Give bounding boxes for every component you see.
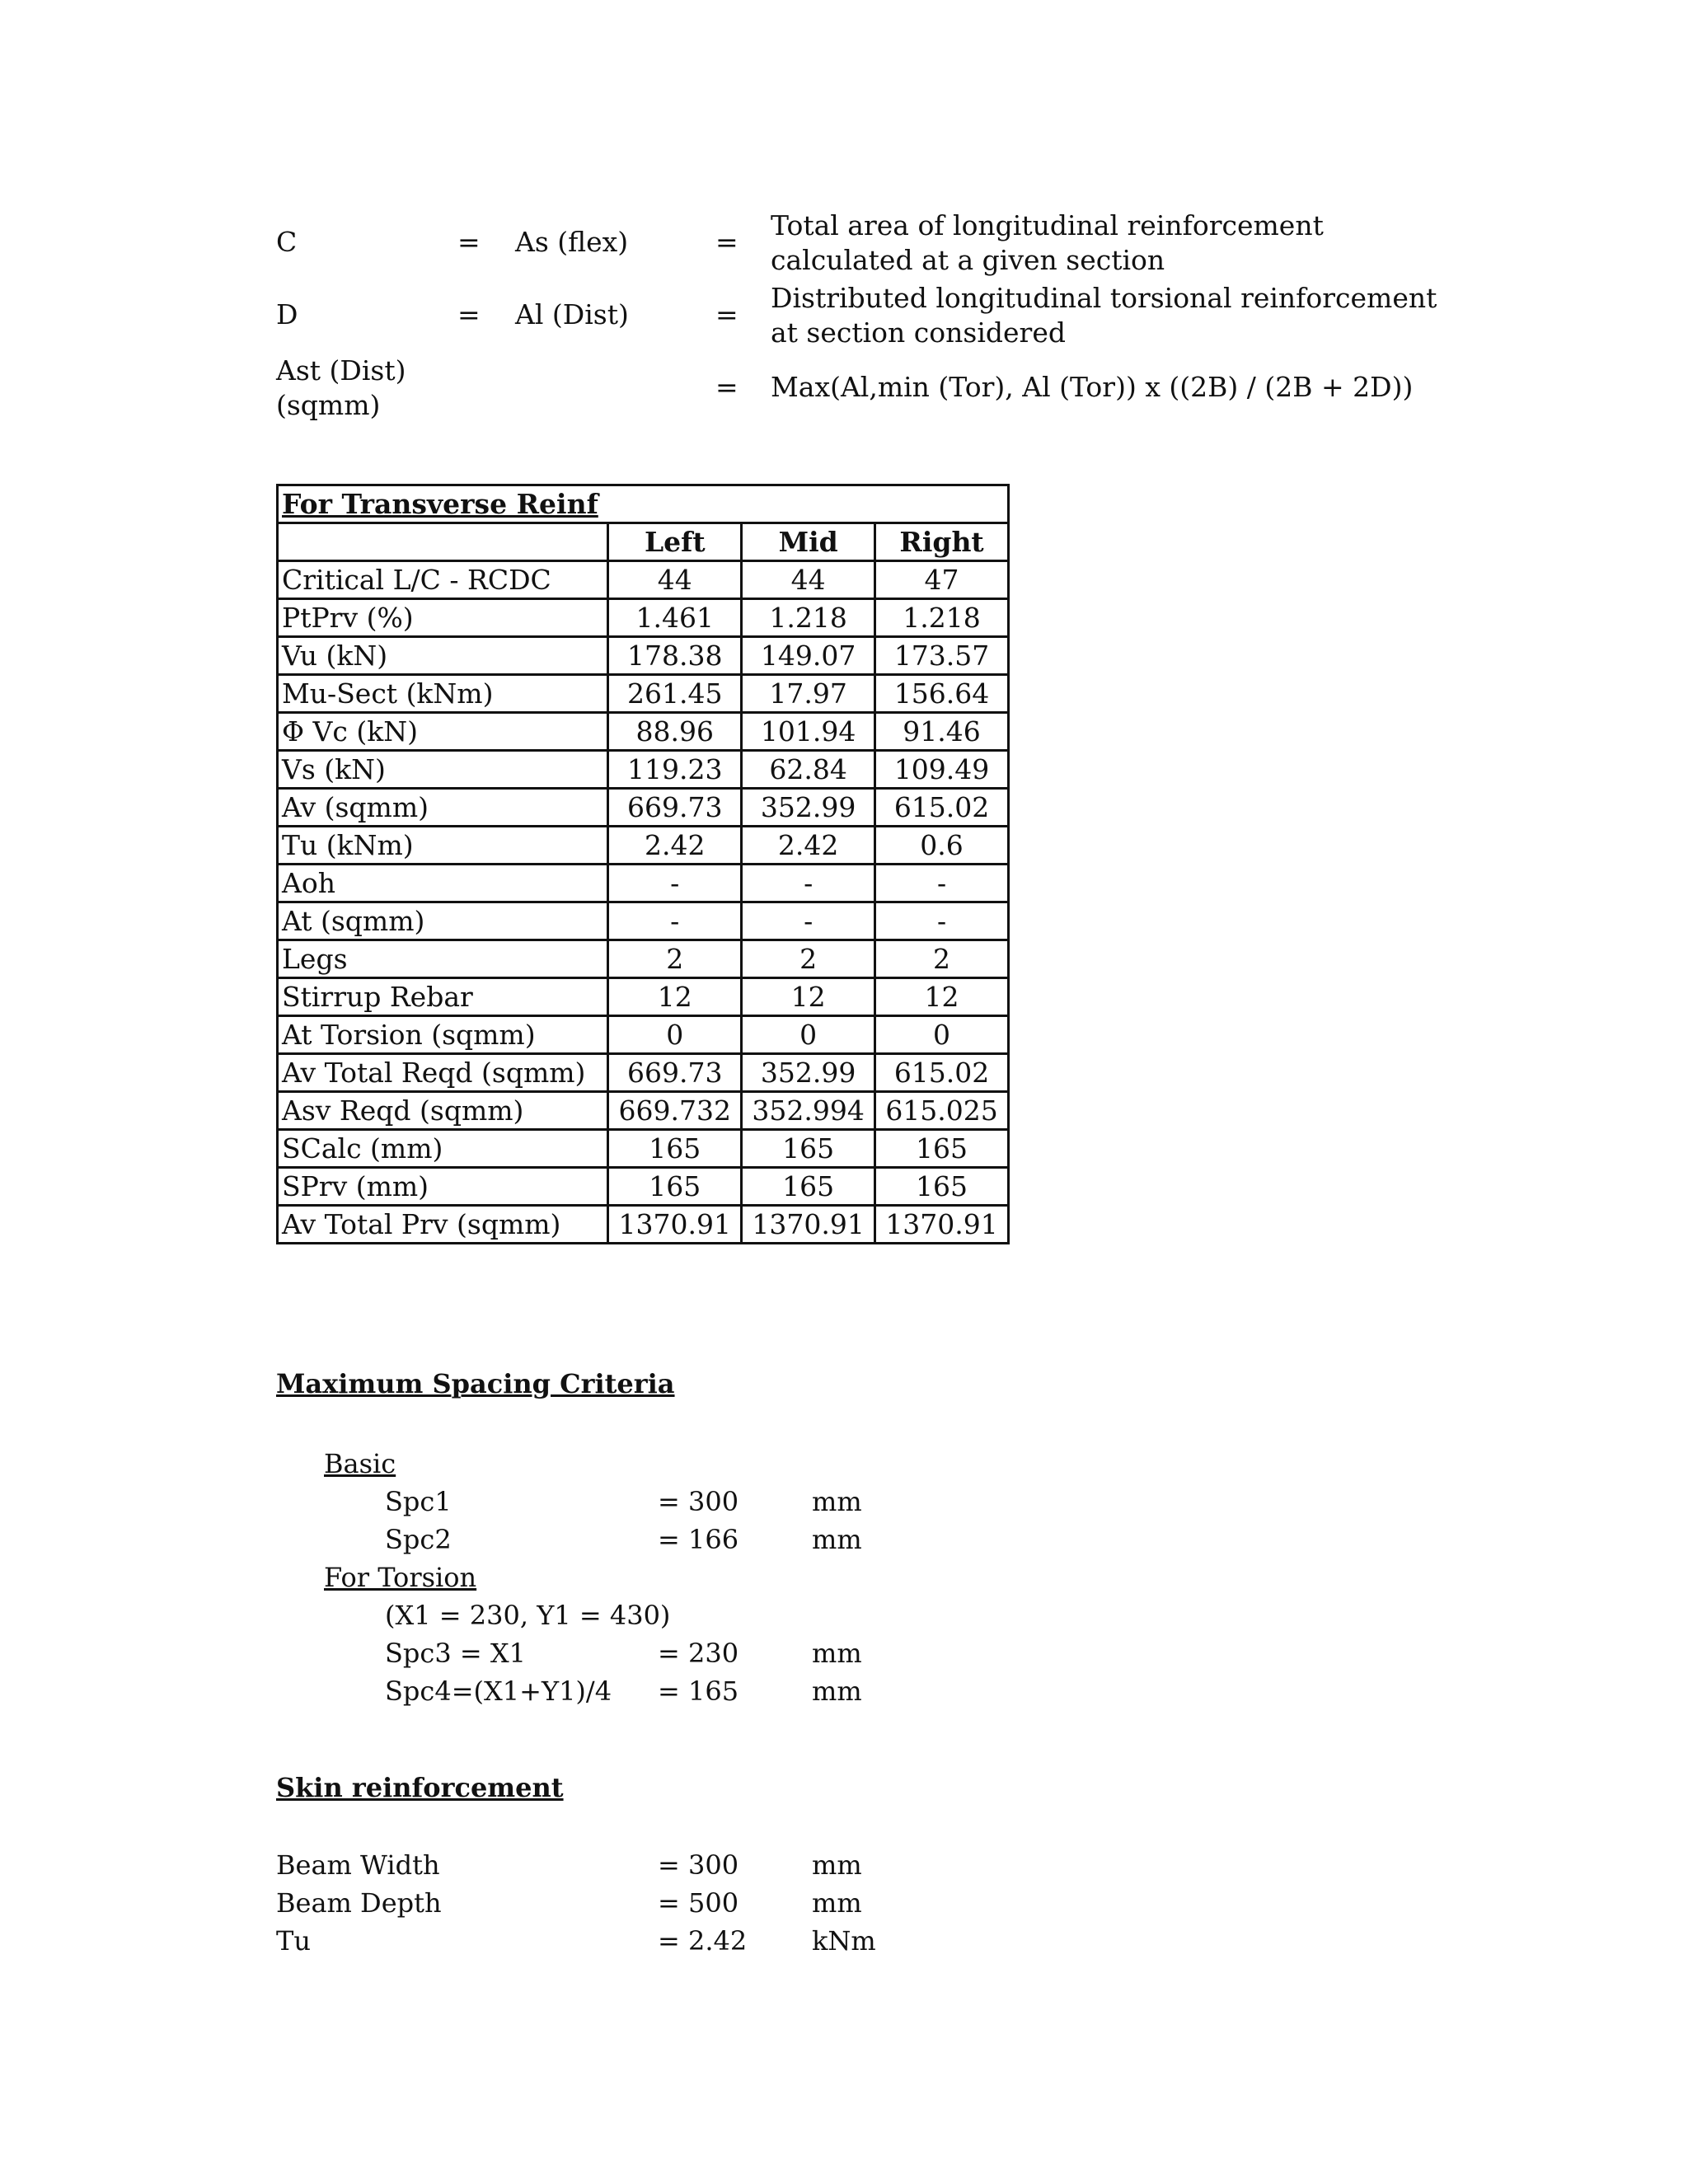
def-d-term: Al (Dist) bbox=[515, 298, 629, 330]
def-d-equals-2: = bbox=[715, 298, 738, 330]
cell-left: 119.23 bbox=[608, 751, 742, 789]
def-c-desc-line2: calculated at a given section bbox=[771, 244, 1165, 276]
cell-mid: 1370.91 bbox=[742, 1206, 875, 1244]
skin-beam-width-label: Beam Width bbox=[276, 1849, 440, 1881]
row-label: Mu-Sect (kNm) bbox=[278, 675, 608, 713]
def-d-symbol: D bbox=[276, 298, 298, 330]
cell-right: - bbox=[875, 902, 1009, 940]
row-label: Av (sqmm) bbox=[278, 789, 608, 827]
def-c-symbol: C bbox=[276, 226, 298, 258]
cell-right: 615.025 bbox=[875, 1092, 1009, 1130]
table-header-blank bbox=[278, 523, 608, 561]
for-torsion-label: For Torsion bbox=[324, 1562, 477, 1593]
spc3-unit: mm bbox=[812, 1638, 862, 1669]
table-row bbox=[278, 1130, 1009, 1168]
cell-right: 12 bbox=[875, 978, 1009, 1016]
cell-mid: 0 bbox=[742, 1016, 875, 1054]
spc1-value: = 300 bbox=[658, 1486, 739, 1517]
cell-mid: 62.84 bbox=[742, 751, 875, 789]
cell-right: 47 bbox=[875, 561, 1009, 599]
cell-left: 669.732 bbox=[608, 1092, 742, 1130]
cell-right: 1.218 bbox=[875, 599, 1009, 637]
row-label: Asv Reqd (sqmm) bbox=[278, 1092, 608, 1130]
row-label: Av Total Reqd (sqmm) bbox=[278, 1054, 608, 1092]
cell-mid: 17.97 bbox=[742, 675, 875, 713]
skin-tu-value: = 2.42 bbox=[658, 1925, 748, 1957]
cell-left: 669.73 bbox=[608, 789, 742, 827]
spc2-label: Spc2 bbox=[385, 1524, 452, 1555]
row-label: SPrv (mm) bbox=[278, 1168, 608, 1206]
table-header-row bbox=[278, 523, 1009, 561]
def-d-equals: = bbox=[457, 298, 481, 330]
cell-left: 1.461 bbox=[608, 599, 742, 637]
spc2-unit: mm bbox=[812, 1524, 862, 1555]
spc4-label: Spc4=(X1+Y1)/4 bbox=[385, 1675, 612, 1707]
row-label: Legs bbox=[278, 940, 608, 978]
row-label: At Torsion (sqmm) bbox=[278, 1016, 608, 1054]
table-row bbox=[278, 561, 1009, 599]
table-row bbox=[278, 865, 1009, 902]
table-row bbox=[278, 675, 1009, 713]
def-ast-symbol-line2: (sqmm) bbox=[276, 389, 381, 421]
spc3-label: Spc3 = X1 bbox=[385, 1638, 526, 1669]
cell-mid: 44 bbox=[742, 561, 875, 599]
spc1-unit: mm bbox=[812, 1486, 862, 1517]
cell-right: 165 bbox=[875, 1130, 1009, 1168]
row-label: At (sqmm) bbox=[278, 902, 608, 940]
cell-mid: - bbox=[742, 865, 875, 902]
skin-heading: Skin reinforcement bbox=[276, 1772, 564, 1803]
cell-right: 2 bbox=[875, 940, 1009, 978]
row-label: Aoh bbox=[278, 865, 608, 902]
row-label: Φ Vc (kN) bbox=[278, 713, 608, 751]
cell-left: 2.42 bbox=[608, 827, 742, 865]
cell-mid: - bbox=[742, 902, 875, 940]
max-spacing-heading: Maximum Spacing Criteria bbox=[276, 1368, 675, 1399]
table-row bbox=[278, 1016, 1009, 1054]
cell-left: - bbox=[608, 865, 742, 902]
table-row bbox=[278, 827, 1009, 865]
cell-left: 669.73 bbox=[608, 1054, 742, 1092]
skin-beam-depth-value: = 500 bbox=[658, 1887, 739, 1919]
cell-mid: 149.07 bbox=[742, 637, 875, 675]
row-label: SCalc (mm) bbox=[278, 1130, 608, 1168]
def-c-equals-2: = bbox=[715, 226, 738, 258]
def-ast-equals: = bbox=[715, 371, 738, 403]
table-row bbox=[278, 637, 1009, 675]
cell-right: 0 bbox=[875, 1016, 1009, 1054]
row-label: Vs (kN) bbox=[278, 751, 608, 789]
table-header-left: Left bbox=[608, 523, 742, 561]
skin-tu-label: Tu bbox=[276, 1925, 311, 1957]
table-row bbox=[278, 1092, 1009, 1130]
skin-beam-width-value: = 300 bbox=[658, 1849, 739, 1881]
cell-mid: 352.99 bbox=[742, 789, 875, 827]
cell-left: 165 bbox=[608, 1168, 742, 1206]
def-c-equals: = bbox=[457, 226, 481, 258]
cell-left: 12 bbox=[608, 978, 742, 1016]
cell-mid: 2.42 bbox=[742, 827, 875, 865]
table-row bbox=[278, 1054, 1009, 1092]
def-ast-desc: Max(Al,min (Tor), Al (Tor)) x ((2B) / (2B + 2D)) bbox=[771, 371, 1414, 403]
spc2-value: = 166 bbox=[658, 1524, 739, 1555]
def-d-desc-line2: at section considered bbox=[771, 316, 1066, 349]
cell-mid: 165 bbox=[742, 1168, 875, 1206]
transverse-reinf-table bbox=[276, 484, 1010, 1244]
skin-tu-unit: kNm bbox=[812, 1925, 876, 1957]
cell-left: 165 bbox=[608, 1130, 742, 1168]
row-label: Vu (kN) bbox=[278, 637, 608, 675]
cell-right: - bbox=[875, 865, 1009, 902]
cell-mid: 165 bbox=[742, 1130, 875, 1168]
table-caption: For Transverse Reinf bbox=[278, 485, 1009, 523]
table-row bbox=[278, 751, 1009, 789]
row-label: Av Total Prv (sqmm) bbox=[278, 1206, 608, 1244]
cell-left: 2 bbox=[608, 940, 742, 978]
spc1-label: Spc1 bbox=[385, 1486, 452, 1517]
skin-beam-depth-label: Beam Depth bbox=[276, 1887, 442, 1919]
row-label: Critical L/C - RCDC bbox=[278, 561, 608, 599]
table-row bbox=[278, 713, 1009, 751]
table-caption-row bbox=[278, 485, 1009, 523]
cell-left: 88.96 bbox=[608, 713, 742, 751]
cell-mid: 1.218 bbox=[742, 599, 875, 637]
cell-mid: 12 bbox=[742, 978, 875, 1016]
spc3-value: = 230 bbox=[658, 1638, 739, 1669]
table-header-mid: Mid bbox=[742, 523, 875, 561]
row-label: Stirrup Rebar bbox=[278, 978, 608, 1016]
def-ast-symbol-line1: Ast (Dist) bbox=[276, 354, 406, 387]
table-row bbox=[278, 940, 1009, 978]
skin-beam-depth-unit: mm bbox=[812, 1887, 862, 1919]
cell-mid: 2 bbox=[742, 940, 875, 978]
cell-right: 615.02 bbox=[875, 1054, 1009, 1092]
cell-left: 261.45 bbox=[608, 675, 742, 713]
cell-right: 165 bbox=[875, 1168, 1009, 1206]
skin-beam-width-unit: mm bbox=[812, 1849, 862, 1881]
cell-left: - bbox=[608, 902, 742, 940]
cell-left: 44 bbox=[608, 561, 742, 599]
basic-label: Basic bbox=[324, 1448, 396, 1479]
spc4-unit: mm bbox=[812, 1675, 862, 1707]
row-label: Tu (kNm) bbox=[278, 827, 608, 865]
cell-left: 0 bbox=[608, 1016, 742, 1054]
cell-right: 615.02 bbox=[875, 789, 1009, 827]
cell-right: 91.46 bbox=[875, 713, 1009, 751]
cell-left: 1370.91 bbox=[608, 1206, 742, 1244]
cell-mid: 352.994 bbox=[742, 1092, 875, 1130]
table-row bbox=[278, 599, 1009, 637]
cell-mid: 101.94 bbox=[742, 713, 875, 751]
cell-right: 0.6 bbox=[875, 827, 1009, 865]
def-d-desc-line1: Distributed longitudinal torsional reinforcement bbox=[771, 282, 1437, 314]
table-row bbox=[278, 902, 1009, 940]
cell-right: 173.57 bbox=[875, 637, 1009, 675]
table-row bbox=[278, 1168, 1009, 1206]
spc4-value: = 165 bbox=[658, 1675, 739, 1707]
table-header-right: Right bbox=[875, 523, 1009, 561]
cell-right: 1370.91 bbox=[875, 1206, 1009, 1244]
table-row bbox=[278, 789, 1009, 827]
row-label: PtPrv (%) bbox=[278, 599, 608, 637]
cell-right: 156.64 bbox=[875, 675, 1009, 713]
table-row bbox=[278, 1206, 1009, 1244]
cell-mid: 352.99 bbox=[742, 1054, 875, 1092]
cell-left: 178.38 bbox=[608, 637, 742, 675]
torsion-note: (X1 = 230, Y1 = 430) bbox=[385, 1600, 671, 1631]
table-row bbox=[278, 978, 1009, 1016]
cell-right: 109.49 bbox=[875, 751, 1009, 789]
def-c-desc-line1: Total area of longitudinal reinforcement bbox=[771, 209, 1324, 241]
def-c-term: As (flex) bbox=[515, 226, 629, 258]
